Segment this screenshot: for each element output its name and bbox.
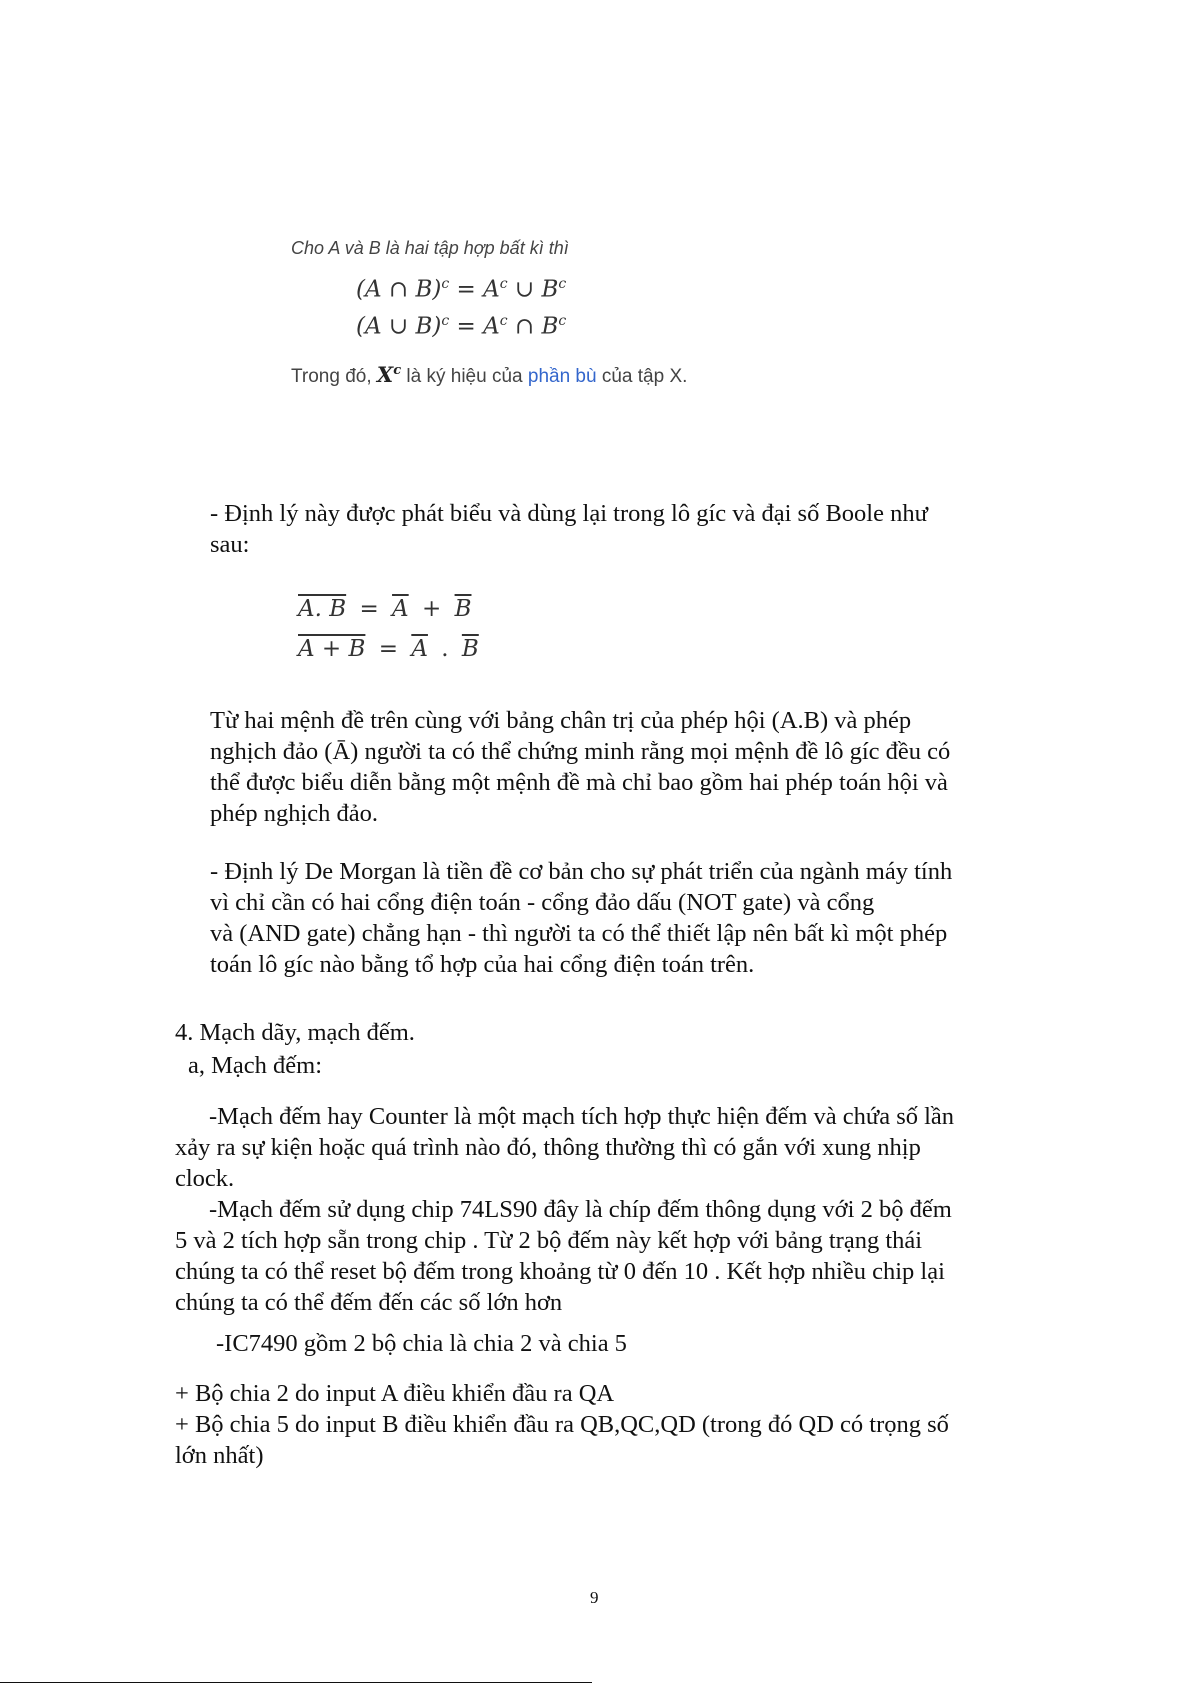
bool-f2-b: $\overline{B}$ [461,636,479,662]
paragraph-truth-table [210,705,950,829]
set-formula-2 [356,313,566,340]
set-formula-1-b-sup: c [558,276,567,292]
bool-f1-lhs: A. B [298,596,347,622]
divider-item-3: lớn nhất) [175,1442,264,1469]
counter-line-3: clock. [175,1165,235,1192]
bool-f2-op: . [441,636,449,662]
paragraph-de-morgan [210,856,952,980]
truth-line-4: phép nghịch đảo. [210,800,379,827]
divider-item-1: + Bộ chia 2 do input A điều khiển đầu ra QA [175,1380,615,1407]
counter-line-2: xảy ra sự kiện hoặc quá trình nào đó, thông thường thì có gắn với xung nhịp [175,1134,921,1161]
demorgan-line-1: - Định lý De Morgan là tiền đề cơ bản cho sự phát triển của ngành máy tính [210,858,953,885]
bool-f2-a: $\overline{A}$ [411,636,428,662]
divider-item-2: + Bộ chia 5 do input B điều khiển đầu ra QB,QC,QD (trong đó QD có trọng số [175,1411,949,1438]
bool-f1-eq: = [359,596,379,622]
divider-list [175,1378,949,1471]
set-formula-1-left: (A ∩ B) [356,276,442,303]
set-theory-intro: Cho A và B là hai tập hợp bất kì thì [291,238,569,258]
bool-f1-b: $\overline{B}$ [454,596,472,622]
paragraph-counter [175,1101,954,1194]
truth-line-1: Từ hai mệnh đề trên cùng với bảng chân trị của phép hội (A.B) và phép [210,707,912,734]
complement-link[interactable]: phần bù [527,366,597,387]
ls90-line-3: chúng ta có thể reset bộ đếm trong khoảng từ 0 đến 10 . Kết hợp nhiều chip lại [175,1258,945,1285]
set-formula-1 [356,276,566,303]
demorgan-line-4: toán lô gíc nào bằng tổ hợp của hai cổng điện toán trên. [210,951,755,978]
note-prefix: Trong đó, [291,366,372,387]
paragraph-74ls90 [175,1194,952,1318]
set-formula-2-left: (A ∪ B) [356,313,442,340]
note-suffix: của tập X. [601,366,688,387]
truth-line-3: thể được biểu diễn bằng một mệnh đề mà chỉ bao gồm hai phép toán hội và [210,769,948,796]
set-formula-2-eq: = [456,313,476,340]
ls90-line-4: chúng ta có thể đếm đến các số lớn hơn [175,1289,563,1316]
boolean-formula-1 [298,596,471,622]
boolean-intro [210,498,928,560]
boolean-intro-line-2: sau: [210,531,250,558]
set-formula-1-a: A [483,276,500,303]
paragraph-ic7490: -IC7490 gồm 2 bộ chia là chia 2 và chia 5 [216,1330,627,1357]
boolean-intro-line-1: - Định lý này được phát biểu và dùng lại trong lô gíc và đại số Boole như [210,500,928,527]
demorgan-line-3: và (AND gate) chẳng hạn - thì người ta có thể thiết lập nên bất kì một phép [210,920,948,947]
set-formula-2-a: A [483,313,500,340]
bool-f2-lhs: A + B [298,636,366,662]
ls90-line-2: 5 và 2 tích hợp sẵn trong chip . Từ 2 bộ đếm này kết hợp với bảng trạng thái [175,1227,923,1254]
set-formula-2-a-sup: c [499,313,508,329]
counter-line-1: -Mạch đếm hay Counter là một mạch tích hợp thực hiện đếm và chứa số lần [209,1103,955,1130]
set-formula-2-b: B [541,313,559,340]
set-formula-2-b-sup: c [558,313,567,329]
set-formula-1-a-sup: c [499,276,508,292]
set-formula-1-op: ∪ [514,276,535,303]
boolean-formula-2 [298,636,479,662]
page-number: 9 [590,1588,599,1607]
section-heading: 4. Mạch dãy, mạch đếm. [175,1019,415,1046]
set-formula-1-b: B [541,276,559,303]
note-middle: là ký hiệu của [406,366,523,387]
footnote-rule [0,1682,592,1683]
set-formula-2-left-sup: c [441,313,450,329]
set-theory-note [291,362,687,388]
set-formula-1-eq: = [456,276,476,303]
subsection-heading: a, Mạch đếm: [188,1052,323,1079]
ls90-line-1: -Mạch đếm sử dụng chip 74LS90 đây là chíp đếm thông dụng với 2 bộ đếm [209,1196,952,1223]
note-symbol: $X^c$ [376,362,402,387]
bool-f2-eq: = [378,636,398,662]
demorgan-line-2: vì chỉ cần có hai cổng điện toán - cổng đảo dấu (NOT gate) và cổng [210,889,875,916]
truth-line-2: nghịch đảo (Ā) người ta có thể chứng minh rằng mọi mệnh đề lô gíc đều có [210,738,951,765]
set-formula-1-left-sup: c [441,276,450,292]
bool-f1-a: $\overline{A}$ [392,596,409,622]
set-formula-2-op: ∩ [514,313,535,340]
bool-f1-op: + [421,596,442,622]
